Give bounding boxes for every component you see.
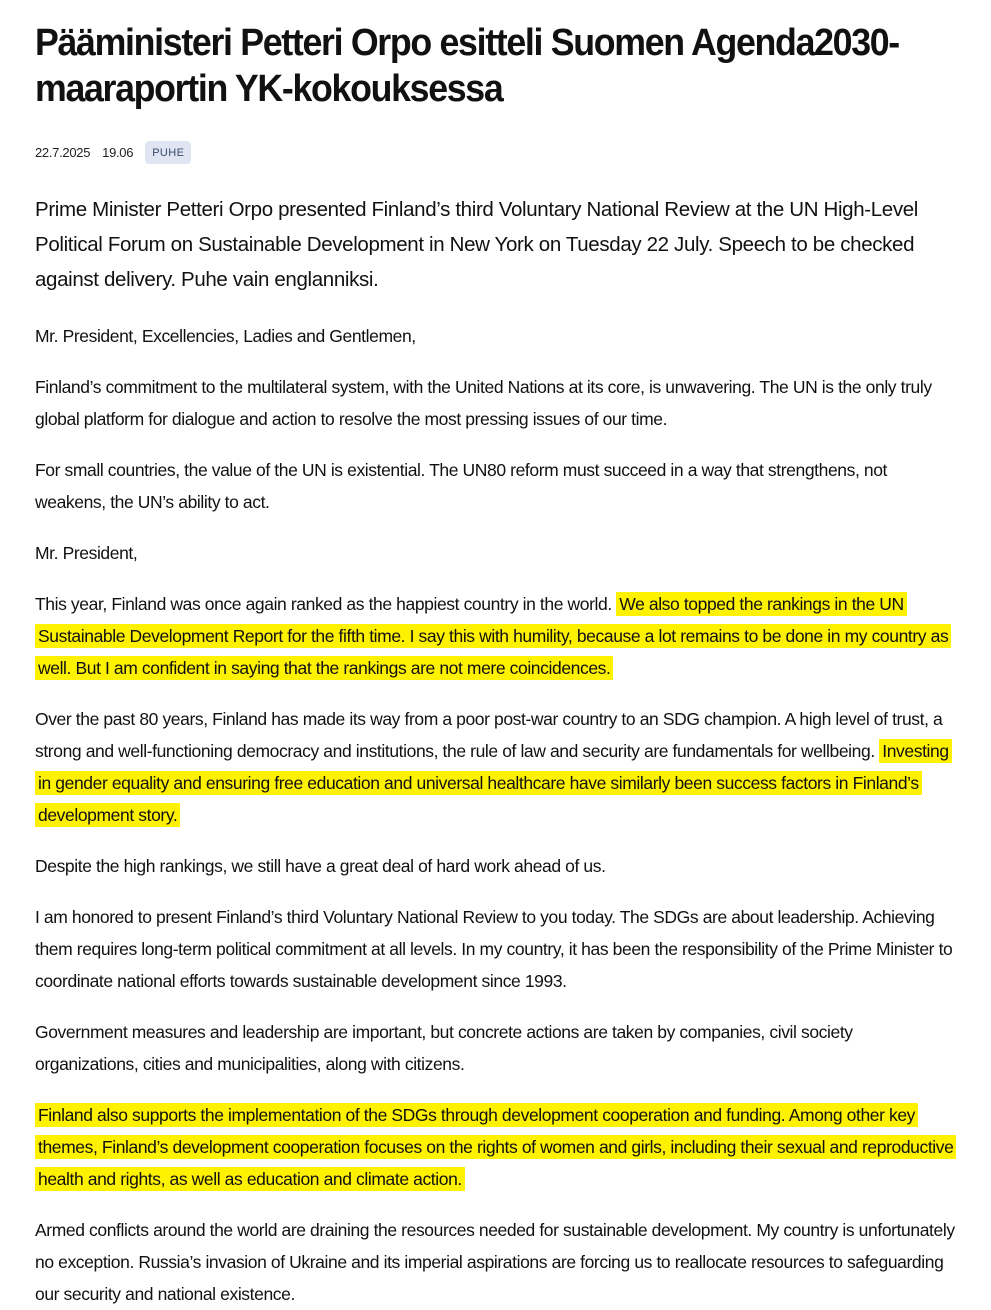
body-paragraph	[35, 320, 955, 352]
publish-time: 19.06	[102, 144, 134, 160]
body-paragraph	[35, 537, 955, 569]
paragraph-text: This year, Finland was once again ranked as the happiest country in the world.	[35, 594, 612, 614]
paragraph-text: Mr. President,	[35, 543, 138, 563]
paragraph-text: Despite the high rankings, we still have a great deal of hard work ahead of us.	[35, 856, 606, 876]
body-paragraph	[35, 901, 955, 997]
body-paragraph	[35, 850, 955, 882]
article-meta	[35, 140, 955, 164]
highlighted-text: We also topped the rankings in the UN Sustainable Development Report for the fifth time. I say this with humility, because a lot remains to be done in my country as well. But I am confident in saying that the rankings are not mere coincidences.	[35, 592, 951, 680]
category-tag[interactable]: PUHE	[145, 141, 191, 164]
highlighted-text: Finland also supports the implementation of the SDGs through development cooperation and funding. Among other key themes, Finland’s development cooperation focuses on the rights of women and girls, including their sexual and reproductive health and rights, as well as education and climate action.	[35, 1103, 956, 1191]
article-body	[35, 320, 955, 1310]
paragraph-text: For small countries, the value of the UN is existential. The UN80 reform must succeed in a way that strengthens, not weakens, the UN’s ability to act.	[35, 460, 888, 512]
body-paragraph	[35, 588, 955, 684]
paragraph-text: I am honored to present Finland’s third Voluntary National Review to you today. The SDGs are about leadership. Achieving them requires long-term political commitment at all levels. In my country, it has been the responsibility of the Prime Minister to coordinate national efforts towards sustainable development since 1993.	[35, 907, 953, 991]
publish-date: 22.7.2025	[35, 144, 91, 160]
body-paragraph	[35, 703, 955, 831]
body-paragraph	[35, 371, 955, 435]
paragraph-text: Government measures and leadership are important, but concrete actions are taken by companies, civil society organizations, cities and municipalities, along with citizens.	[35, 1022, 853, 1074]
body-paragraph	[35, 1016, 955, 1080]
body-paragraph	[35, 1214, 955, 1310]
paragraph-text: Over the past 80 years, Finland has made its way from a poor post-war country to an SDG champion. A high level of trust, a strong and well-functioning democracy and institutions, the rule of law and security are fundamentals for wellbeing.	[35, 709, 943, 761]
page-title: Pääministeri Petteri Orpo esitteli Suomen Agenda2030-maaraportin YK-kokouksessa	[35, 22, 899, 110]
paragraph-text: Finland’s commitment to the multilateral system, with the United Nations at its core, is unwavering. The UN is the only truly global platform for dialogue and action to resolve the most pressing issues of our time.	[35, 377, 932, 429]
body-paragraph	[35, 454, 955, 518]
highlighted-text: Investing in gender equality and ensuring free education and universal healthcare have similarly been success factors in Finland’s development story.	[35, 739, 952, 827]
lead-paragraph: Prime Minister Petteri Orpo presented Finland’s third Voluntary National Review at the UN High-Level Political Forum on Sustainable Development in New York on Tuesday 22 July. Speech to be checked against delivery. Puhe vain englanniksi.	[35, 198, 918, 291]
body-paragraph	[35, 1099, 955, 1195]
paragraph-text: Armed conflicts around the world are draining the resources needed for sustainable development. My country is unfortunately no exception. Russia’s invasion of Ukraine and its imperial aspirations are forcing us to reallocate resources to safeguarding our security and national existence.	[35, 1220, 955, 1304]
paragraph-text: Mr. President, Excellencies, Ladies and Gentlemen,	[35, 326, 416, 346]
